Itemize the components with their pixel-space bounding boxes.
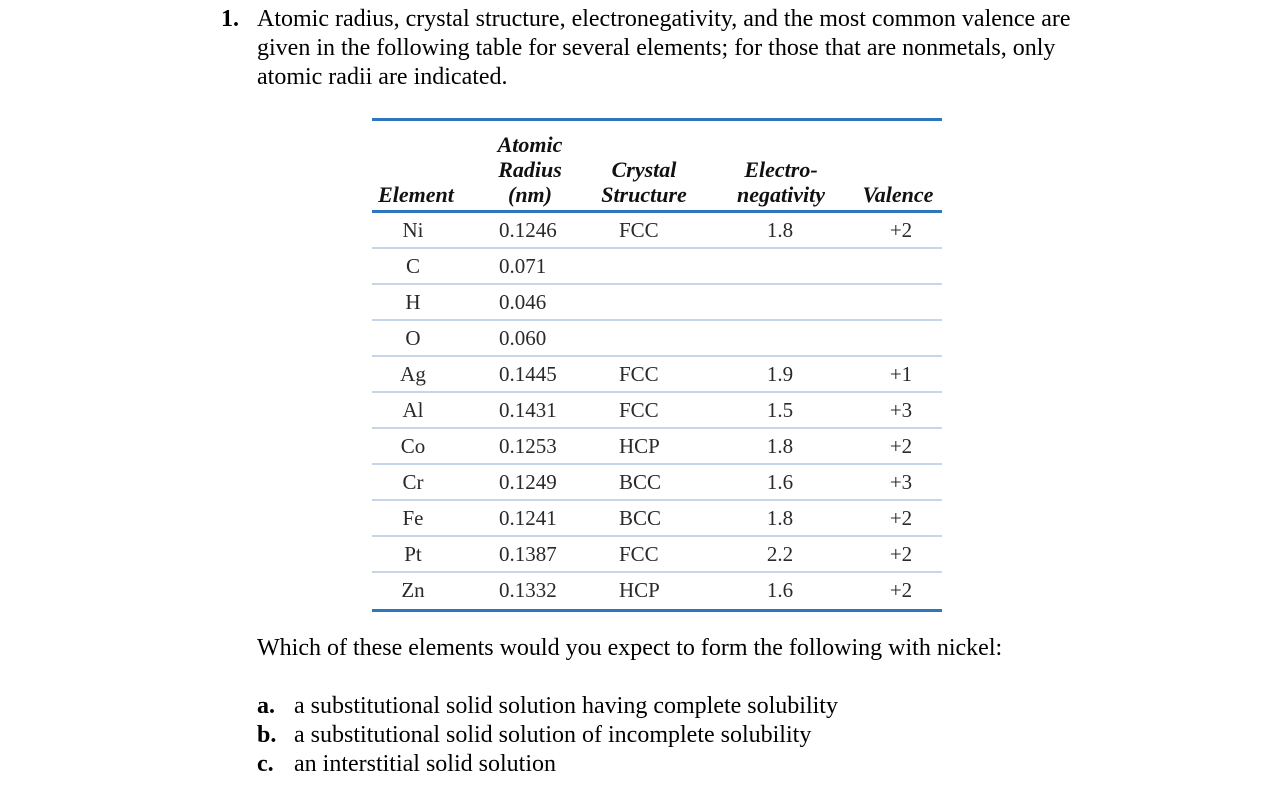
- header-electronegativity: Electro- negativity: [737, 157, 825, 207]
- header-atomic-radius: Atomic Radius (nm): [497, 132, 563, 207]
- header-element: Element: [378, 182, 454, 207]
- table-row: [372, 249, 942, 285]
- cell-electronegativity: 1.9: [766, 362, 794, 386]
- cell-element: Fe: [402, 506, 424, 530]
- part-label: c.: [257, 751, 274, 777]
- question-text: [257, 5, 1137, 92]
- cell-crystal-structure: FCC: [619, 398, 659, 422]
- cell-element: Ni: [402, 218, 424, 242]
- cell-crystal-structure: FCC: [619, 218, 659, 242]
- table-row: [372, 213, 942, 249]
- question-line: atomic radii are indicated.: [257, 64, 508, 90]
- table-body: [372, 213, 942, 609]
- table-bottom-rule: [372, 609, 942, 612]
- cell-electronegativity: 1.8: [766, 434, 794, 458]
- question-line: given in the following table for several elements; for those that are nonmetals, only: [257, 35, 1056, 61]
- cell-atomic-radius: 0.1249: [499, 470, 557, 494]
- cell-electronegativity: 1.8: [766, 218, 794, 242]
- part-text: an interstitial solid solution: [294, 751, 556, 777]
- table-row: [372, 429, 942, 465]
- part-text: a substitutional solid solution of incomplete solubility: [294, 722, 812, 748]
- table-header: [372, 121, 942, 210]
- cell-atomic-radius: 0.071: [499, 254, 547, 278]
- cell-atomic-radius: 0.1431: [499, 398, 557, 422]
- table-row: [372, 357, 942, 393]
- question-line: Atomic radius, crystal structure, electronegativity, and the most common valence are: [257, 6, 1071, 32]
- question-number: 1.: [221, 6, 239, 32]
- cell-atomic-radius: 0.1332: [499, 578, 557, 602]
- cell-valence: +2: [889, 218, 913, 242]
- cell-atomic-radius: 0.1387: [499, 542, 557, 566]
- table-row: [372, 393, 942, 429]
- cell-atomic-radius: 0.1253: [499, 434, 557, 458]
- cell-atomic-radius: 0.046: [499, 290, 547, 314]
- table-row: [372, 465, 942, 501]
- followup-prompt: Which of these elements would you expect to form the following with nickel:: [257, 635, 1003, 661]
- part-label: a.: [257, 693, 275, 719]
- cell-electronegativity: 1.5: [766, 398, 794, 422]
- cell-crystal-structure: FCC: [619, 542, 659, 566]
- cell-element: H: [405, 290, 421, 314]
- table-row: [372, 501, 942, 537]
- cell-electronegativity: 1.6: [766, 578, 794, 602]
- cell-crystal-structure: FCC: [619, 362, 659, 386]
- cell-element: Zn: [401, 578, 425, 602]
- cell-element: Cr: [402, 470, 424, 494]
- table-row: [372, 573, 942, 609]
- cell-atomic-radius: 0.1445: [499, 362, 557, 386]
- cell-valence: +3: [889, 470, 913, 494]
- cell-atomic-radius: 0.1241: [499, 506, 557, 530]
- cell-valence: +2: [889, 434, 913, 458]
- cell-electronegativity: 1.6: [766, 470, 794, 494]
- cell-electronegativity: 1.8: [766, 506, 794, 530]
- cell-crystal-structure: HCP: [619, 578, 660, 602]
- part-text: a substitutional solid solution having complete solubility: [294, 693, 838, 719]
- table-row: [372, 285, 942, 321]
- header-valence: Valence: [862, 182, 934, 207]
- cell-valence: +1: [889, 362, 913, 386]
- cell-element: Co: [400, 434, 426, 458]
- cell-crystal-structure: BCC: [619, 470, 662, 494]
- cell-valence: +2: [889, 542, 913, 566]
- cell-electronegativity: 2.2: [766, 542, 794, 566]
- cell-element: O: [405, 326, 421, 350]
- element-properties-table: [372, 118, 942, 612]
- cell-valence: +2: [889, 506, 913, 530]
- cell-atomic-radius: 0.1246: [499, 218, 557, 242]
- table-row: [372, 321, 942, 357]
- cell-element: Al: [402, 398, 424, 422]
- cell-atomic-radius: 0.060: [499, 326, 547, 350]
- cell-crystal-structure: BCC: [619, 506, 662, 530]
- table-row: [372, 537, 942, 573]
- cell-valence: +2: [889, 578, 913, 602]
- cell-element: C: [405, 254, 420, 278]
- header-crystal-structure: Crystal Structure: [601, 157, 687, 207]
- cell-crystal-structure: HCP: [619, 434, 660, 458]
- cell-valence: +3: [889, 398, 913, 422]
- part-label: b.: [257, 722, 277, 748]
- cell-element: Pt: [404, 542, 422, 566]
- cell-element: Ag: [400, 362, 426, 386]
